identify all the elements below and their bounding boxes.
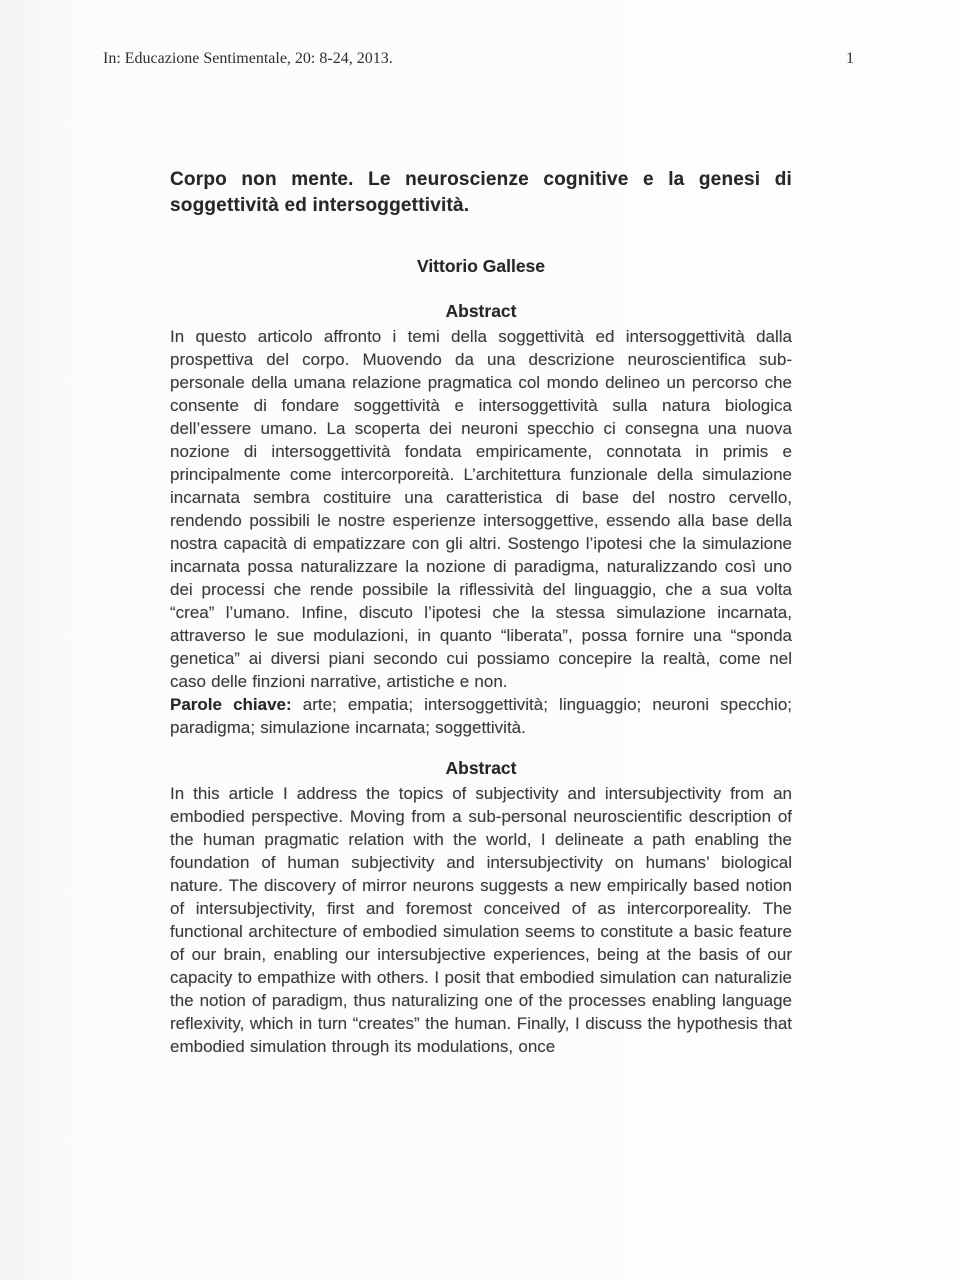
header-page-number: 1 — [846, 50, 854, 67]
article-title: Corpo non mente. Le neuroscienze cognitive e la genesi di soggettività ed intersoggettività. — [170, 169, 792, 216]
abstract-italian-section — [170, 301, 792, 739]
running-head — [103, 50, 854, 68]
abstract-english-body: In this article I address the topics of subjectivity and intersubjectivity from an embodied perspective. Moving from a sub-personal neuroscientific description of the human pragmatic relation with the world, I delineate a path enabling the foundation of human subjectivity and intersubjectivity on humans’ biological nature. The discovery of mirror neurons suggests a new empirically based notion of intersubjectivity, first and foremost conceived of as intercorporeality. The functional architecture of embodied simulation seems to constitute a basic feature of our brain, enabling our intersubjective experiences, being at the basis of our capacity to empathize with others. I posit that embodied simulation can naturalizie the notion of paradigm, thus naturalizing one of the processes enabling language reflexivity, which in turn “creates” the human. Finally, I discuss the hypothesis that embodied simulation through its modulations, once — [170, 784, 792, 1056]
keywords-line — [170, 693, 792, 739]
article-author: Vittorio Gallese — [416, 256, 546, 276]
header-citation: In: Educazione Sentimentale, 20: 8-24, 2013. — [103, 50, 393, 67]
abstract-italian-heading: Abstract — [445, 301, 517, 321]
abstract-italian-body: In questo articolo affronto i temi della soggettività ed intersoggettività dalla prospettiva del corpo. Muovendo da una descrizione neuroscientifica sub-personale della umana relazione pragmatica col mondo delineo un percorso che consente di fondare soggettività e intersoggettività sulla natura biologica dell’essere umano. La scoperta dei neuroni specchio ci consegna una nuova nozione di intersoggettività fondata empiricamente, connotata in primis e principalmente come intercorporeità. L’architettura funzionale della simulazione incarnata sembra costituire una caratteristica di base del nostro cervello, rendendo possibili le nostre esperienze intersoggettive, essendo alla base della nostra capacità di empatizzare con gli altri. Sostengo l’ipotesi che la simulazione incarnata possa naturalizzare la nozione di paradigma, naturalizzando così uno dei processi che rende possibile la riflessività del linguaggio, che a sua volta “crea” l’umano. Infine, discuto l’ipotesi che la stessa simulazione incarnata, attraverso le sue modulazioni, in quanto “liberata”, possa fornire una “sponda genetica” ai diversi piani secondo cui possiamo concepire la realtà, come nel caso delle finzioni narrative, artistiche e non. — [170, 327, 792, 691]
abstract-english-heading: Abstract — [445, 758, 517, 778]
abstract-english-section — [170, 758, 792, 1058]
keywords-label: Parole chiave: — [170, 695, 292, 714]
keywords-text: arte; empatia; intersoggettività; linguaggio; neuroni specchio; paradigma; simulazione incarnata; soggettività. — [170, 695, 792, 737]
text-column — [170, 167, 792, 1058]
